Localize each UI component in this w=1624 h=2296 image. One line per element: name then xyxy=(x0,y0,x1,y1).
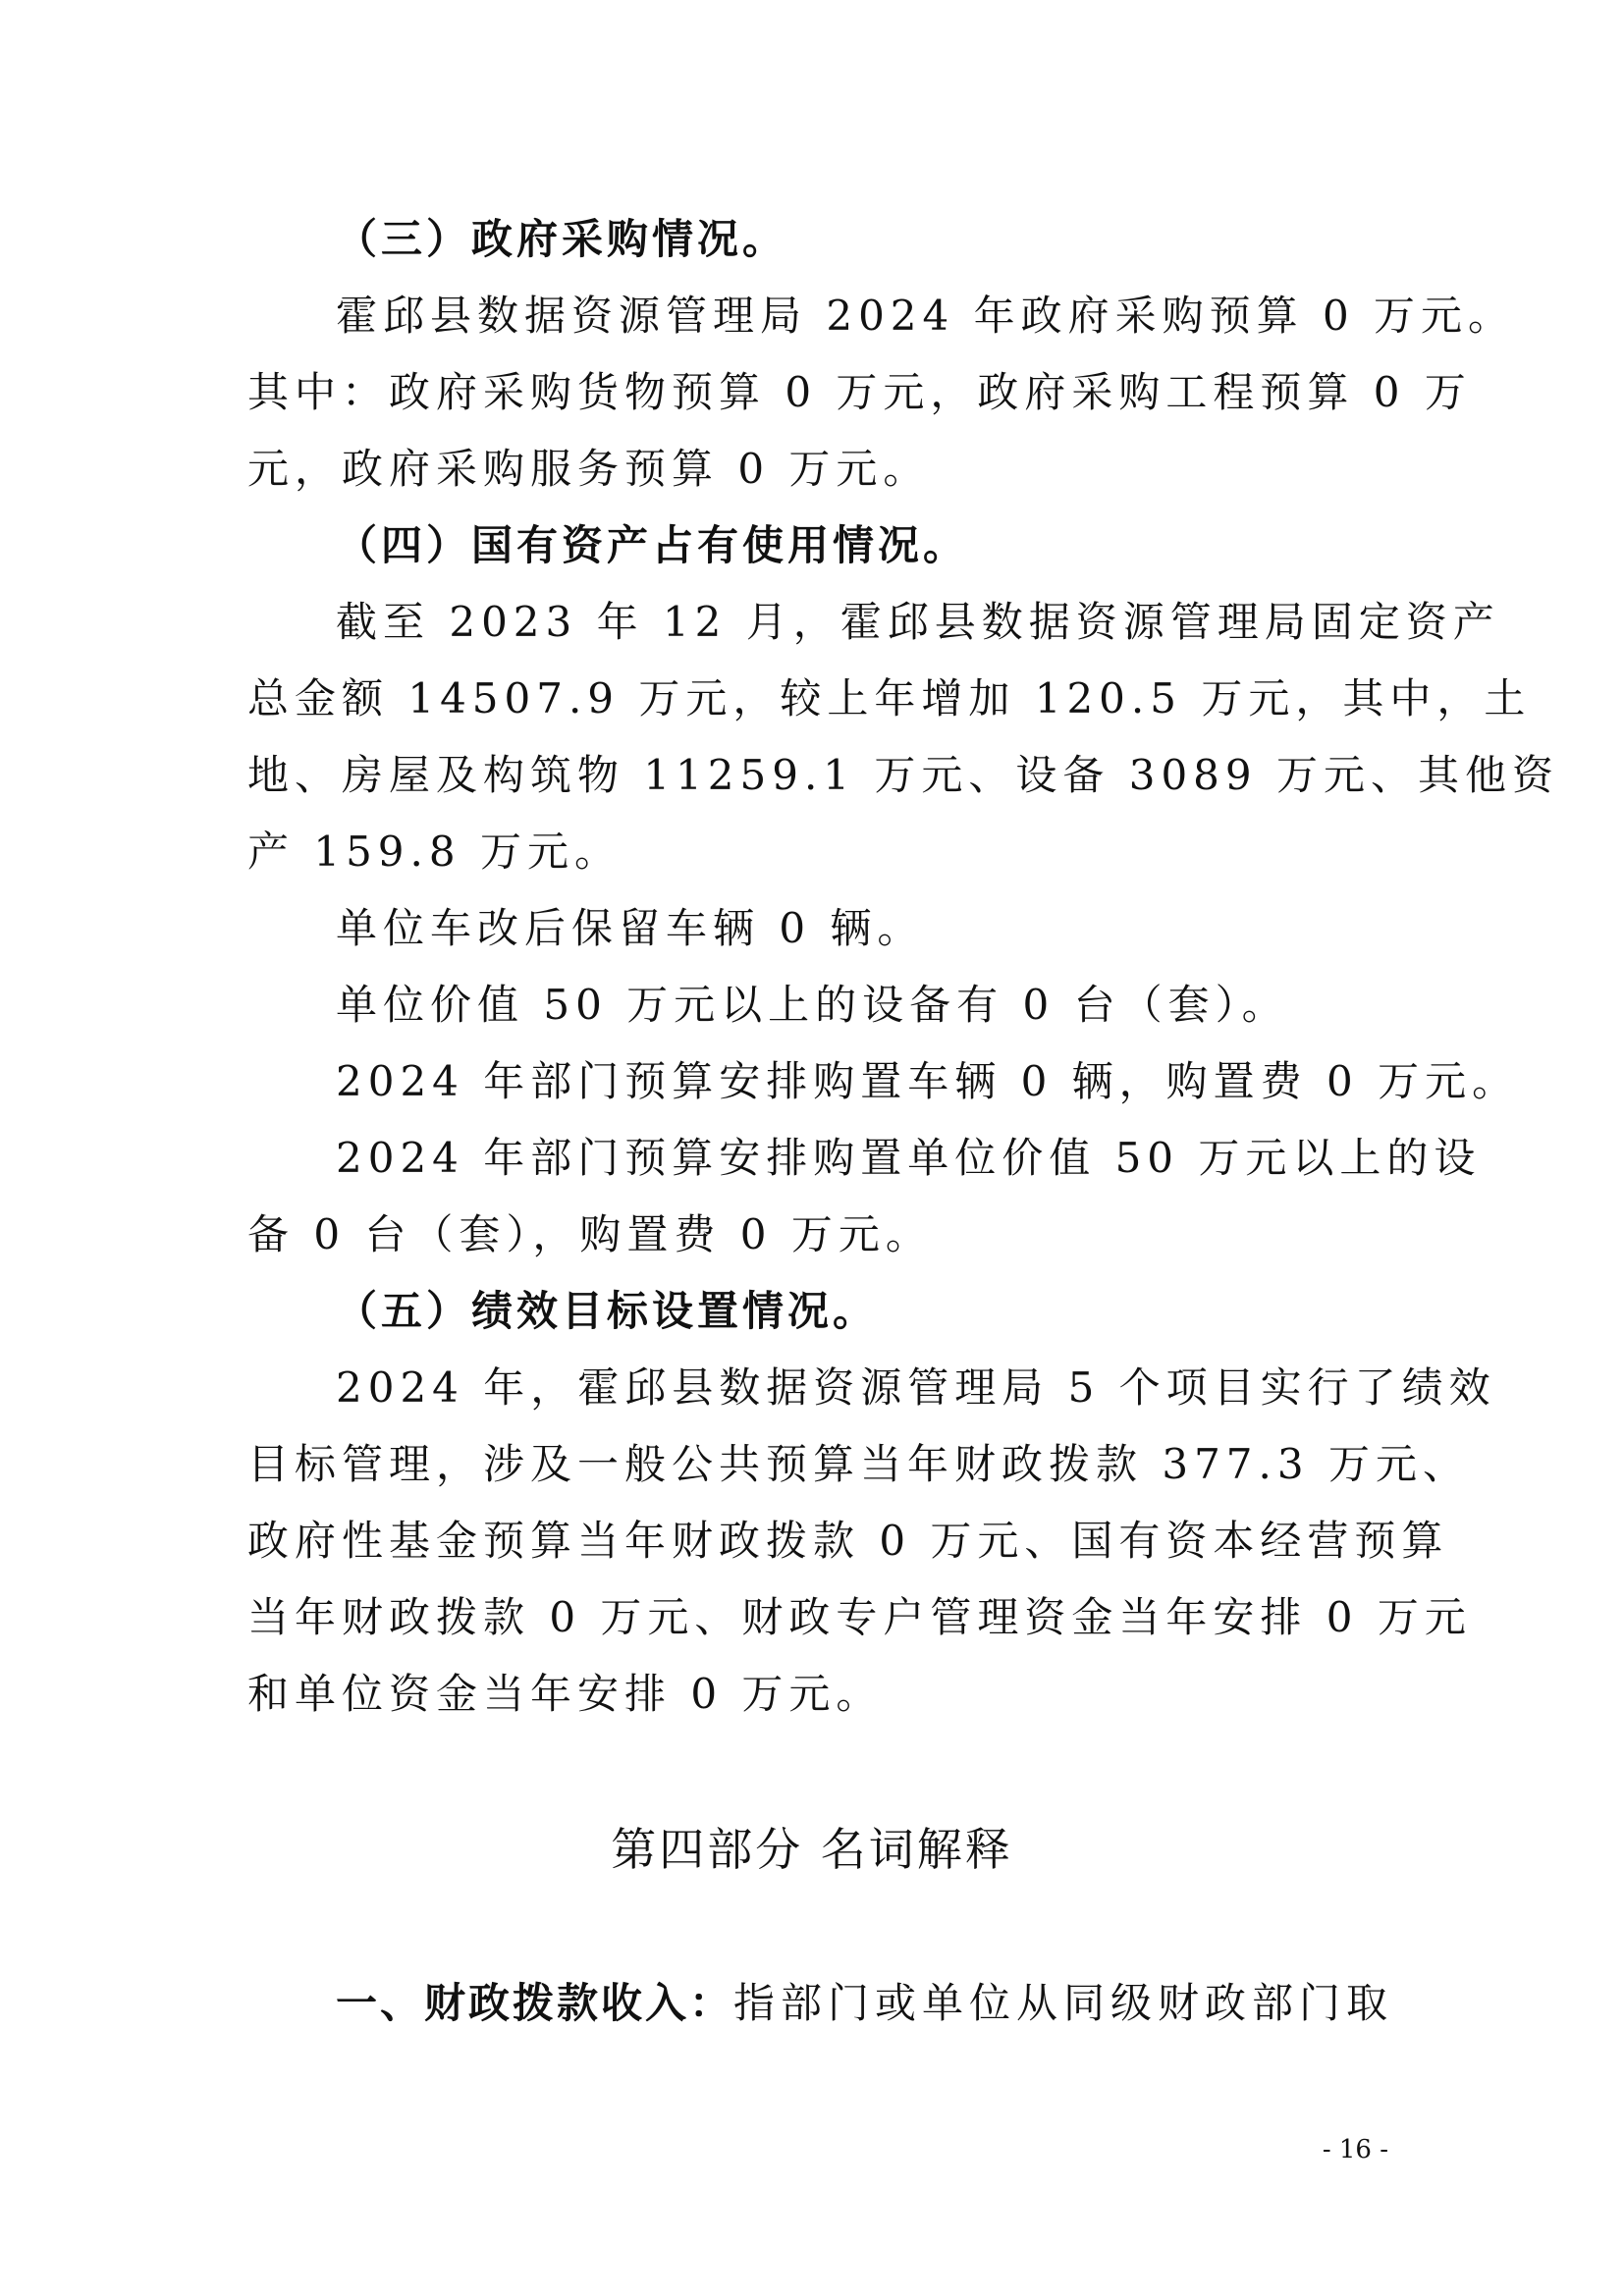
section-4-paragraph-2: 单位车改后保留车辆 0 辆。 xyxy=(336,904,925,952)
section-4-paragraph-5-line-2: 备 0 台（套），购置费 0 万元。 xyxy=(247,1210,933,1258)
section-3-paragraph-line-1: 霍邱县数据资源管理局 2024 年政府采购预算 0 万元。 xyxy=(336,292,1516,340)
section-4-paragraph-4: 2024 年部门预算安排购置车辆 0 辆，购置费 0 万元。 xyxy=(336,1057,1520,1105)
section-3-paragraph-line-2: 其中：政府采购货物预算 0 万元，政府采购工程预算 0 万 xyxy=(247,368,1472,416)
section-5-heading: （五）绩效目标设置情况。 xyxy=(336,1287,879,1335)
section-5-paragraph-line-4: 当年财政拨款 0 万元、财政专户管理资金当年安排 0 万元 xyxy=(247,1593,1472,1641)
section-3-heading: （三）政府采购情况。 xyxy=(336,215,788,263)
term-definition-line xyxy=(336,1978,1394,2029)
term-1-text: 指部门或单位从同级财政部门取 xyxy=(733,1979,1394,2027)
section-4-paragraph-1-line-3: 地、房屋及构筑物 11259.1 万元、设备 3089 万元、其他资 xyxy=(247,751,1559,799)
section-4-paragraph-1-line-1: 截至 2023 年 12 月，霍邱县数据资源管理局固定资产 xyxy=(336,598,1500,646)
section-5-paragraph-line-1: 2024 年，霍邱县数据资源管理局 5 个项目实行了绩效 xyxy=(336,1363,1496,1412)
section-4-heading: （四）国有资产占有使用情况。 xyxy=(336,521,969,569)
section-5-paragraph-line-2: 目标管理，涉及一般公共预算当年财政拨款 377.3 万元、 xyxy=(247,1440,1470,1488)
section-4-paragraph-5-line-1: 2024 年部门预算安排购置单位价值 50 万元以上的设 xyxy=(336,1134,1482,1182)
section-5-paragraph-line-3: 政府性基金预算当年财政拨款 0 万元、国有资本经营预算 xyxy=(247,1517,1449,1565)
section-3-paragraph-line-3: 元，政府采购服务预算 0 万元。 xyxy=(247,445,931,493)
section-5-paragraph-line-5: 和单位资金当年安排 0 万元。 xyxy=(247,1670,884,1718)
section-4-paragraph-1-line-2: 总金额 14507.9 万元，较上年增加 120.5 万元，其中，土 xyxy=(247,674,1532,722)
section-4-paragraph-1-line-4: 产 159.8 万元。 xyxy=(247,828,622,876)
term-1-heading: 一、财政拨款收入： xyxy=(336,1979,734,2027)
page-number: - 16 - xyxy=(1322,2135,1388,2164)
section-4-paragraph-3: 单位价值 50 万元以上的设备有 0 台（套）。 xyxy=(336,981,1289,1029)
part-four-title: 第四部分 名词解释 xyxy=(611,1823,1013,1876)
